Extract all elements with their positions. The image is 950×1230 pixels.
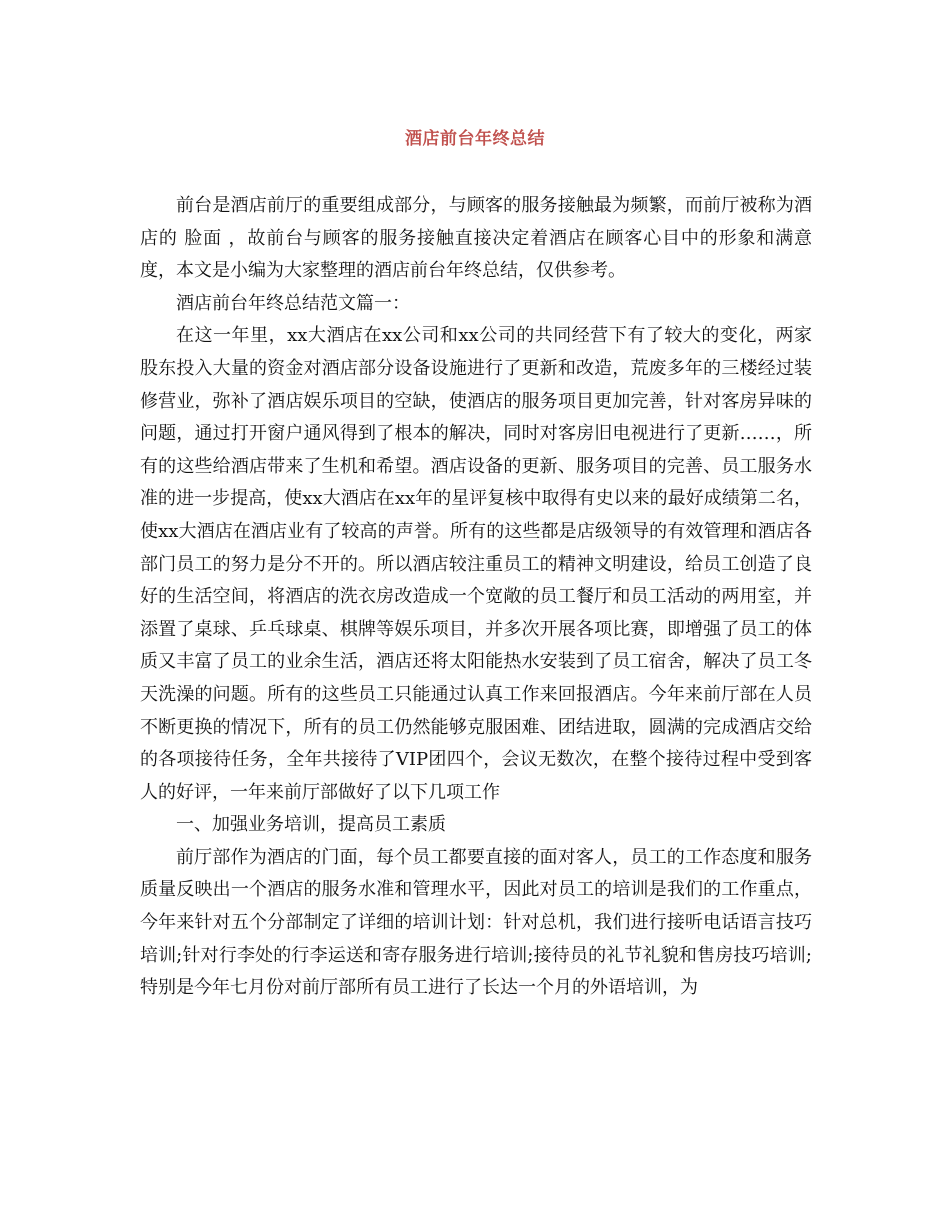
paragraph-sample-heading: 酒店前台年终总结范文篇一：	[176, 292, 410, 314]
paragraph-year-review: 在这一年里，xx大酒店在xx公司和xx公司的共同经营下有了较大的变化，两家股东投入大量的资金对酒店部分设备设施进行了更新和改造，荒废多年的三楼经过装修营业，弥补了酒店娱乐项目的空缺，使酒店的服务项目更加完善，针对客房异味的问题，通过打开窗户通风得到了根本的解决，同时对客房旧电视进行了更新……，所有的这些给酒店带来了生机和希望。酒店设备的更新、服务项目的完善、员工服务水准的进一步提高，使xx大酒店在xx年的星评复核中取得有史以来的最好成绩第二名，使xx大酒店在酒店业有了较高的声誉。所有的这些都是店级领导的有效管理和酒店各部门员工的努力是分不开的。所以酒店较注重员工的精神文明建设，给员工创造了良好的生活空间，将酒店的洗衣房改造成一个宽敞的员工餐厅和员工活动的两用室，并添置了桌球、乒乓球桌、棋牌等娱乐项目，并多次开展各项比赛，即增强了员工的体质又丰富了员工的业余生活，酒店还将太阳能热水安装到了员工宿舍，解决了员工冬天洗澡的问题。所有的这些员工只能通过认真工作来回报酒店。今年来前厅部在人员不断更换的情况下，所有的员工仍然能够克服困难、团结进取，圆满的完成酒店交给的各项接待任务，全年共接待了VIP团四个，会议无数次，在整个接待过程中受到客人的好评，一年来前厅部做好了以下几项工作	[140, 325, 812, 803]
paragraph-training: 前厅部作为酒店的门面，每个员工都要直接的面对客人，员工的工作态度和服务质量反映出一个酒店的服务水准和管理水平，因此对员工的培训是我们的工作重点，今年来针对五个分部制定了详细的培训计划：针对总机，我们进行接听电话语言技巧培训;针对行李处的行李运送和寄存服务进行培训;接待员的礼节礼貌和售房技巧培训;特别是今年七月份对前厅部所有员工进行了长达一个月的外语培训，为	[140, 846, 812, 999]
section-heading-training: 一、加强业务培训，提高员工素质	[176, 814, 446, 836]
paragraph-intro: 前台是酒店前厅的重要组成部分，与顾客的服务接触最为频繁，而前厅被称为酒店的 脸面 ，故前台与顾客的服务接触直接决定着酒店在顾客心目中的形象和满意度，本文是小编为大家整理的酒店前台年终总结，仅供参考。	[140, 195, 812, 282]
document-body	[140, 190, 812, 1005]
document-title: 酒店前台年终总结	[405, 129, 545, 149]
